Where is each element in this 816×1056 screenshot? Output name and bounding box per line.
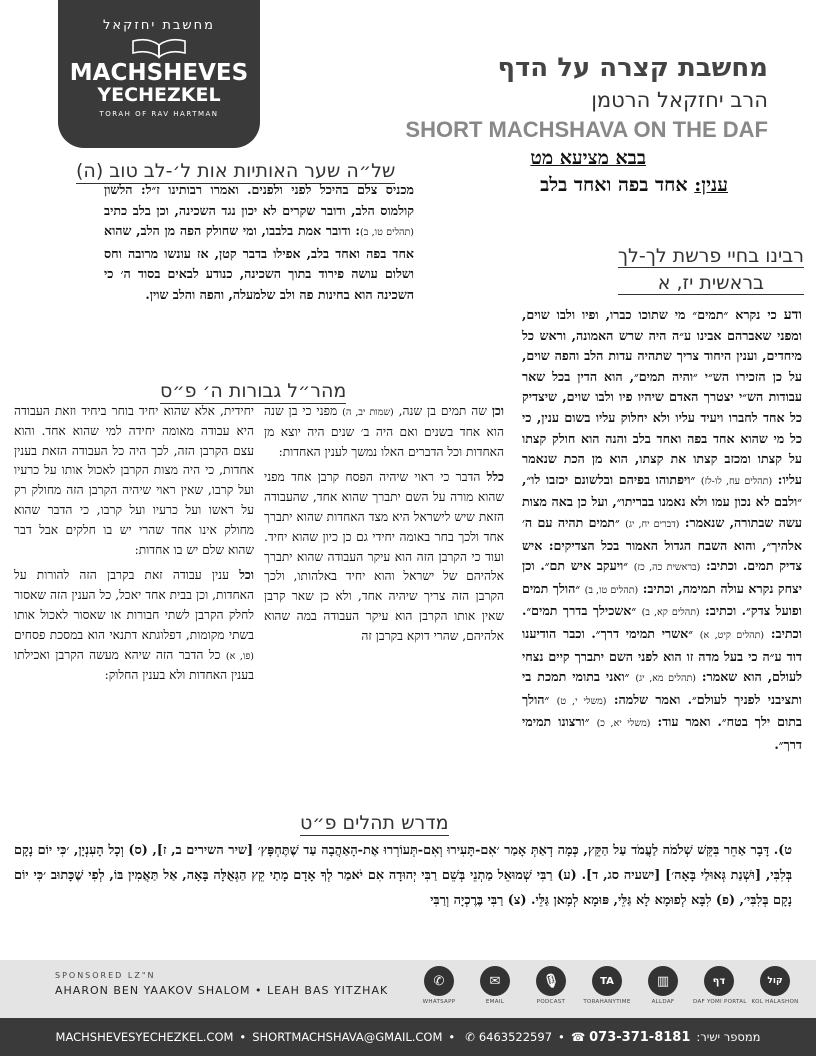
email-address-link[interactable]: SHORTMACHSHAVA@GMAIL.COM — [252, 1030, 443, 1044]
bachya-ref-4: (תהלים טו, ב) — [584, 584, 639, 596]
dafyomi-portal-label: DAF YOMI PORTAL — [693, 999, 747, 1005]
maharal-left-text-2: ענין עבודה זאת בקרבן הזה להורות על האחדות, וכן בבית אחד יאכל, כל הענין הזה שאסור לחלק הקרבן לשתי חבורות או שאסור לאכול אותו בשתי מקומות, דפלוגתא דתנאי הוא במסכת פסחים — [14, 568, 254, 642]
bachya-ref-9: (משלי יא, כ) — [596, 718, 651, 730]
sponsor-label: SPONSORED LZ"N — [55, 971, 156, 980]
whatsapp-small-icon: ✆ — [465, 1030, 475, 1044]
bachya-ref-8: (משלי י, ט) — [556, 695, 607, 707]
podcast-link[interactable] — [525, 966, 577, 1005]
bachya-ref-3: (בראשית כה, כז) — [633, 562, 701, 574]
inyan-label: ענין: — [694, 174, 728, 196]
shlah-title: של״ה שער האותיות אות ל׳-לב טוב (ה) — [76, 160, 396, 182]
bachya-text-6: ״אשכילך בדרך תמים״. וכתיב: — [522, 603, 802, 641]
bachya-title-line2: בראשית יז, א — [618, 272, 804, 295]
website-link[interactable]: MACHSHEVESYECHEZKEL.COM — [55, 1030, 234, 1044]
maharal-left-ref-2: (פו, א) — [225, 650, 255, 662]
whatsapp-label: WHATSAPP — [422, 999, 456, 1005]
kolhalashon-label: KOL HALASHON — [751, 999, 799, 1005]
torahanytime-label: TORAHANYTIME — [583, 999, 631, 1005]
maharal-right-ref-1: (שמות יב, ה) — [342, 407, 394, 418]
bachya-text-9: ״הולך בתום ילך בטח״. ואמר עוד: — [522, 691, 802, 730]
midrash-body: ט). דָּבָר אַחֵר בִּקֵּשׁ שְׁלֹמֹה לַעֲמֹד עַל הַקֵּץ, כְּמָה דְאַתְּ אָמַר ׳אִם-תָּעִירוּ וְאִם-תְּעוֹרְרוּ אֶת-הָאַהֲבָה עַד שֶׁתֶּחְפָּץ׳ [שיר השירים ב, ז], (ס) וְכָל הָעִנְיָן, ׳כִּי יוֹם נָקָם בְּלִבִּי, [וּשְׁנַת גְּאוּלַי בָּאָה׳] [ישעיה סג, ד]. (ע) רַבִּי שְׁמוּאֵל מַתְנֵי בְּשֵׁם רַבִּי יְהוּדָה אִם יֹאמַר לְךָ אָדָם מָתַי קֵץ הַגְּאֻלָּה בָּאָה, אַל תַּאֲמִין בּוֹ, לְפִי שֶׁכָּתוּב ׳כִּי יוֹם נָקָם בְּלִבִּי׳, (פ) לִבָּא לְפוּמָא לָא גַּלֵּי, פּוּמָא לְמָאן גַּלֵּי. (צ) רַבִּי בֶּרֶכְיָה וְרַבִּי — [14, 843, 792, 908]
shlah-ref-1: (תהלים טו, ב) — [360, 227, 415, 239]
open-book-icon — [129, 37, 189, 59]
bachya-text-2: ״ויפתוהו בפיהם ובלשונם יכזבו לו״, ״ולבם לא נכון עמו ולא נאמנו בבריתו״, ועל כן באה מצות עשה שבתורה, שנאמר: — [522, 471, 802, 530]
alldaf-link[interactable] — [637, 966, 689, 1005]
bachya-text-3: ״תמים תהיה עם ה׳ אלהיך״, והוא השבח הגדול האמור בכל הצדיקים: איש צדיק תמים. וכתיב: — [522, 514, 802, 574]
kolhalashon-icon: קול — [760, 966, 790, 996]
bachya-lead-word: ודע — [783, 307, 802, 323]
logo-name-line1: MACHSHEVES — [69, 60, 249, 86]
midrash-title: מדרש תהלים פ״ט — [300, 812, 449, 834]
bachya-ref-1: (תהלים עח, לו-לז) — [700, 475, 773, 487]
bachya-text-8: ״ואני בתומי תמכת בי ותציבני לפניך לעולם״. ואמר שלמה: — [522, 669, 803, 707]
kolhalashon-link[interactable] — [749, 966, 801, 1005]
logo-name-line2: YECHEZKEL — [97, 84, 221, 106]
separator-dot: • — [239, 1030, 247, 1044]
podcast-label: PODCAST — [536, 999, 566, 1005]
email-label: EMAIL — [485, 999, 505, 1005]
bachya-text-5: ״הולך תמים ופועל צדק״. וכתיב: — [522, 580, 802, 619]
contact-bar — [0, 1018, 816, 1056]
bachya-text-4: ״ויעקב איש תם״. וכן יצחק נקרא עולה תמימה, וכתיב: — [522, 558, 803, 596]
sponsor-names: AHARON BEN YAAKOV SHALOM • LEAH BAS YITZHAK — [55, 984, 389, 997]
maharal-lead-2: כלל — [486, 470, 504, 485]
whatsapp-number[interactable]: 6463522597 — [478, 1030, 553, 1044]
rav-name: הרב יחזקאל הרטמן — [591, 88, 768, 112]
shlah-text-2: : ודובר אמת בלבבו, ומי שחולק הפה מן הלב, שהוא אחד בפה ואחד בלב, אפילו בדבר קטן, אז עונשו מרובה וחס ושלום עושה פירוד בתוך השכינה, כנודע לבאים בסוד ה׳ כי השכינה הוא בחינות פה ולב שלמעלה, והפה והלב שוין. — [104, 223, 414, 302]
maharal-title: מהר״ל גבורות ה׳ פ״ס — [160, 380, 347, 402]
logo-tagline: TORAH OF RAV HARTMAN — [99, 110, 219, 118]
alldaf-icon: ▥ — [648, 966, 678, 996]
maharal-col-left — [14, 402, 254, 686]
dafyomi-portal-icon: דף — [704, 966, 734, 996]
maharal-lead-3: וכל — [239, 568, 254, 583]
page-header — [405, 52, 768, 144]
torahanytime-link[interactable] — [581, 966, 633, 1005]
email-link[interactable] — [469, 966, 521, 1005]
logo-hebrew-text: מחשבת יחזקאל — [103, 18, 215, 33]
podcast-icon: 🎙 — [536, 966, 566, 996]
phone-icon: ☎ — [570, 1030, 586, 1044]
bachya-text-7: ״אשרי תמימי דרך״. וכבר הודיענו דוד ע״ה כי בעל מדה זו הוא לפני השם יתברך קיים נצחי לעולם, הוא שאמר: — [522, 625, 802, 685]
bachya-ref-2: (דברים יח, יג) — [625, 518, 680, 530]
bachya-ref-6: (תהלים קיט, א) — [699, 629, 765, 641]
bachya-ref-7: (תהלים מא, יג) — [635, 673, 696, 685]
english-title: SHORT MACHSHAVA ON THE DAF — [405, 117, 768, 142]
separator-dot: • — [558, 1030, 565, 1044]
phone-label: ממספר ישיר: — [696, 1030, 761, 1044]
torahanytime-icon: TA — [592, 966, 622, 996]
bachya-body — [522, 305, 802, 755]
shlah-body — [104, 180, 414, 306]
platform-icons — [413, 966, 801, 1005]
whatsapp-icon: ✆ — [424, 966, 454, 996]
sponsor-block — [55, 971, 388, 997]
logo — [58, 0, 260, 148]
dafyomi-portal-link[interactable] — [693, 966, 745, 1005]
inyan-line — [540, 174, 728, 197]
bachya-text-10: ״ורצונו תמימי דרך״. — [522, 714, 802, 752]
maharal-right-text-1: שה תמים בן שנה, — [398, 404, 492, 418]
mesechta-title: בבא מציעא מט — [530, 147, 646, 169]
maharal-left-text-3: כל הדבר הזה שיהא מעשה הקרבן ואכילתו בענין האחדות ולא בענין החלוק: — [14, 647, 254, 683]
maharal-lead-1: וכן — [491, 404, 504, 418]
bachya-text-1: כי נקרא ״תמים״ מי שתוכו כברו, ופיו ולבו שוים, ומפני שאברהם אבינו ע״ה היה שרש האמונה, וראש כל מיחדים, וענין היחוד צריך שתהיה עדות הלב והפה שוים, על כן הזכירו הש״י ״והיה תמים״, הוא הדין בכל שאר עבודות הש״י יצטרך האדם שיהיו פיו ולבו שוים, שיצדיק כל אחד לחברו ויעיד עליו ולא יחלוק עליו בשום ענין, כי כל מי שהוא אחד בפה ואחד בלב והנה הוא חולק קצתו על קצתו ומכזב קצתו את קצתו, הוא מן הכת שנאמר עליו: — [522, 307, 802, 487]
shlah-text-1: מכניס צלם בהיכל לפני ולפנים. ואמרו רבותינו ז״ל: הלשון קולמוס הלב, ודובר שקרים לא יכון נגד השכינה, וכן בלב כתיב — [104, 182, 414, 218]
bachya-title — [618, 245, 804, 296]
email-icon: ✉ — [480, 966, 510, 996]
inyan-text: אחד בפה ואחד בלב — [540, 174, 688, 196]
bachya-title-line1: רבינו בחיי פרשת לך-לך — [617, 245, 804, 267]
maharal-col-right — [264, 402, 504, 647]
phone-number[interactable]: 073-371-8181 — [589, 1029, 691, 1045]
bachya-ref-5: (תהלים קא, ב) — [641, 607, 700, 619]
maharal-left-text-1: יחידית, אלא שהוא יחיד בוחר ביחיד וזאת העבודה היא עבודה מאומה יחידה למי שהוא אחד. והוא עצם הקרבן הזה, לכך היה כל העבודה הזאת בענין אחדות, כי היה מצות הקרבן לאכול אותו על כרעיו ועל קרבו, שאין ראוי שיהיה הקרבן הזה מחולק רק על ראשו ועל כרעיו ועל קרבו, כי הדבר שהוא מחולק אינו אחד שהרי יש בו חלקים אבל דבר שהוא שלם יש בו אחדות: — [14, 404, 254, 557]
maharal-right-text-2: מפני כי בן שנה הוא אחד בשנים ואם היה ב׳ שנים היה יוצא מן האחדות וכל הדברים האלו נמשך לענין האחדות: — [264, 404, 504, 459]
maharal-right-text-3: הדבר כי ראוי שיהיה הפסח קרבן אחד מפני שהוא מורה על השם יתברך שהוא אחד, שהעבודה הזאת שיש לישראל היא מצד האחדות שהוא יתברך אחד ולכך בחר באומה יחידי גם כן כיון שהוא יחיד. ועוד כי הקרבן הזה הוא עיקר העבודה שהוא יתברך אלהיהם של ישראל והוא יחיד באלהותו, ולכך הקרבן הזה צריך שיהיה אחד, ולא כן שאר קרבן שאין אותו הקרבן הוא עיקר העבודה במה שהוא אלהיהם, שהרי דוקא בקרבן זה — [264, 470, 504, 643]
alldaf-label: ALLDAF — [651, 999, 675, 1005]
page-title: מחשבת קצרה על הדף — [497, 53, 768, 83]
separator-dot: • — [448, 1030, 456, 1044]
whatsapp-link[interactable] — [413, 966, 465, 1005]
